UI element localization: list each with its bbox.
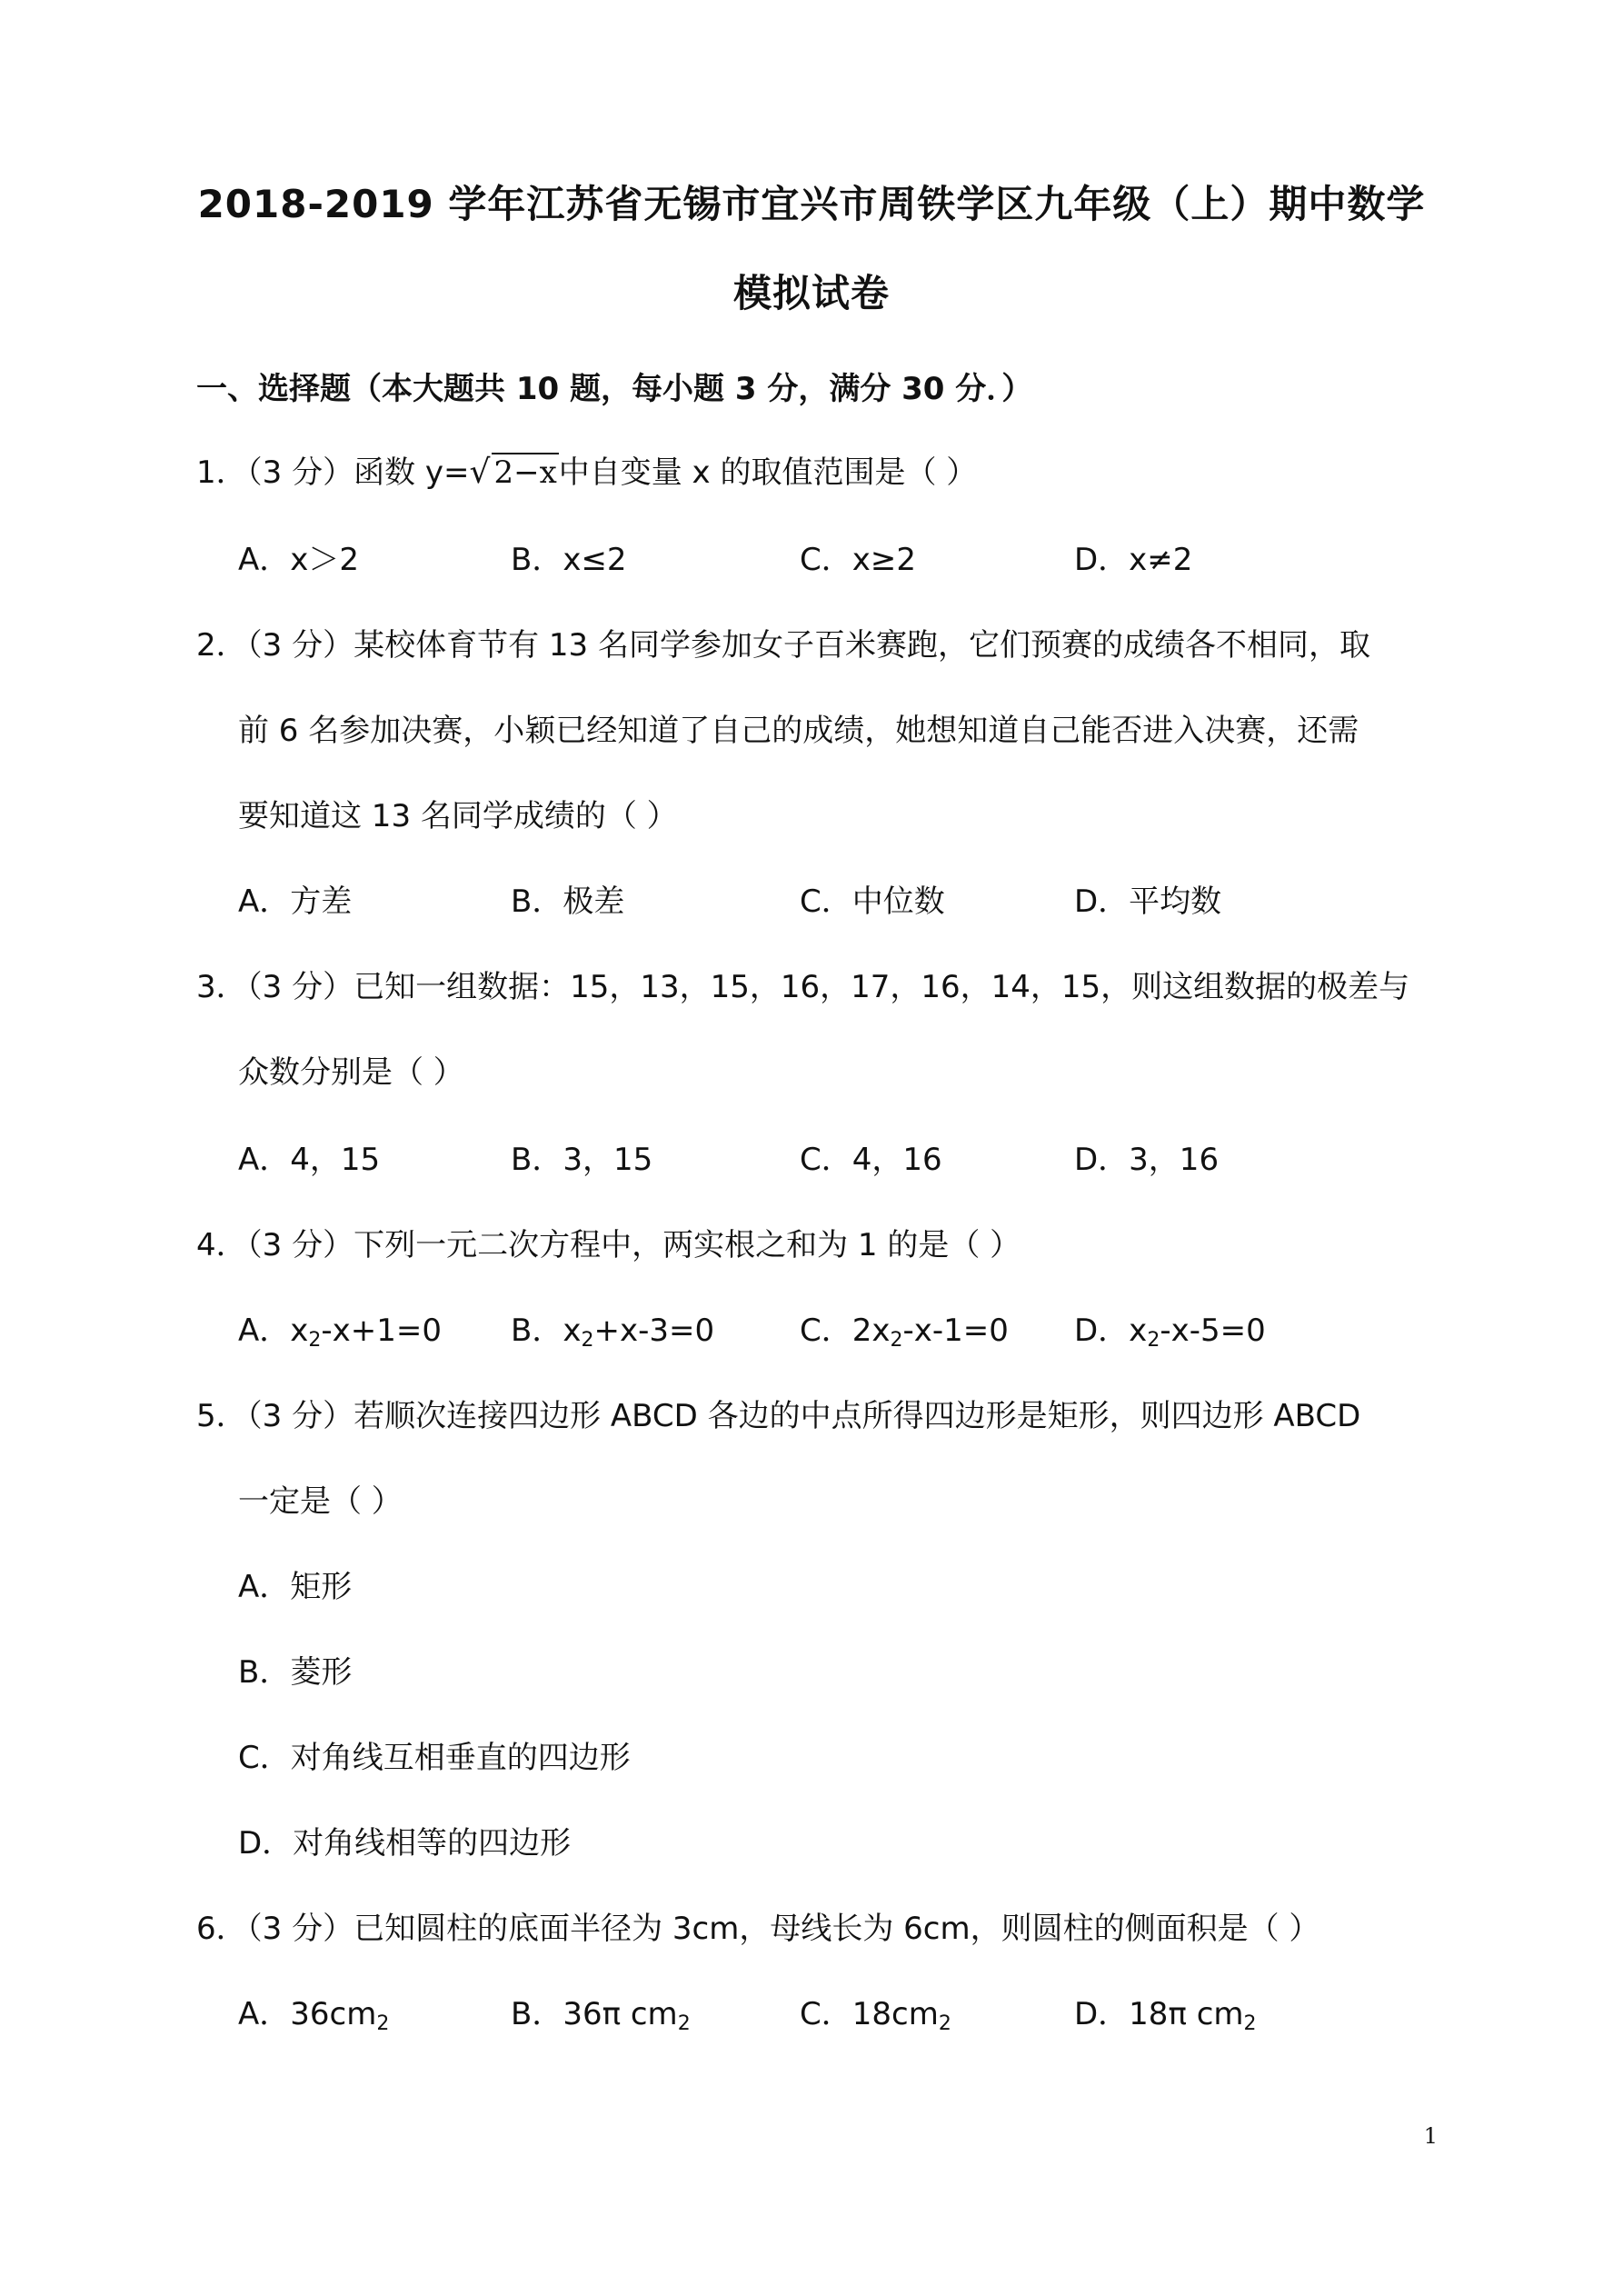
question-2-line3: 要知道这 13 名同学成绩的（ ） — [238, 798, 678, 834]
question-3-option-c: C．4，16 — [800, 1142, 942, 1178]
question-3-option-b: B．3，15 — [511, 1142, 653, 1178]
question-5-option-d: D．对角线相等的四边形 — [238, 1825, 572, 1862]
question-4-option-b — [511, 1305, 714, 1352]
option-c-part2: -x-1=0 — [902, 1313, 1009, 1349]
question-5-option-a: A．矩形 — [238, 1569, 353, 1605]
option-a-exponent: 2 — [308, 1329, 322, 1352]
question-2-option-d: D．平均数 — [1074, 883, 1222, 920]
question-2-option-c: C．中位数 — [800, 883, 945, 920]
option-b-part2: +x-3=0 — [593, 1313, 715, 1349]
question-6-option-b — [511, 1989, 691, 2035]
sqrt-expression: √ 2−x — [469, 454, 557, 491]
option-d-text: D．18π cm — [1074, 1996, 1244, 2032]
option-a-part1: A．x — [238, 1313, 309, 1349]
option-b-text: B．36π cm — [511, 1996, 678, 2032]
question-6-option-d — [1074, 1989, 1257, 2035]
radicand: 2−x — [493, 454, 557, 491]
question-5-option-b: B．菱形 — [238, 1654, 353, 1691]
question-1-option-a: A．x＞2 — [238, 542, 360, 578]
page-number: 1 — [1423, 2123, 1438, 2149]
option-d-unit-exponent: 2 — [1243, 2012, 1257, 2035]
option-d-part2: -x-5=0 — [1160, 1313, 1266, 1349]
option-d-part1: D．x — [1074, 1313, 1148, 1349]
question-1-stem — [196, 447, 977, 492]
option-a-unit-exponent: 2 — [376, 2012, 390, 2035]
question-2-line2: 前 6 名参加决赛，小颖已经知道了自己的成绩，她想知道自己能否进入决赛，还需 — [238, 713, 1359, 749]
option-b-unit-exponent: 2 — [677, 2012, 691, 2035]
question-4-line1: 4．（3 分）下列一元二次方程中，两实根之和为 1 的是（ ） — [196, 1227, 1021, 1263]
exam-title-line2: 模拟试卷 — [732, 271, 890, 315]
question-1-post: 中自变量 x 的取值范围是（ ） — [558, 454, 978, 491]
question-1-option-b: B．x≤2 — [511, 542, 627, 578]
question-2-line1: 2．（3 分）某校体育节有 13 名同学参加女子百米赛跑，它们预赛的成绩各不相同，取 — [196, 627, 1370, 664]
question-3-line1: 3．（3 分）已知一组数据：15，13，15，16，17，16，14，15，则这组数据的极差与 — [196, 969, 1410, 1005]
question-6-line1: 6．（3 分）已知圆柱的底面半径为 3cm，母线长为 6cm，则圆柱的侧面积是（ ） — [196, 1911, 1320, 1947]
question-1-option-c: C．x≥2 — [800, 542, 916, 578]
question-4-option-a — [238, 1305, 442, 1352]
question-5-line2: 一定是（ ） — [238, 1483, 403, 1520]
option-b-part1: B．x — [511, 1313, 582, 1349]
question-6-option-c — [800, 1989, 951, 2035]
question-2-option-b: B．极差 — [511, 883, 625, 920]
question-6-option-a — [238, 1989, 389, 2035]
question-4-option-d — [1074, 1305, 1266, 1352]
question-3-option-a: A．4，15 — [238, 1142, 381, 1178]
question-4-option-c — [800, 1305, 1009, 1352]
question-2-option-a: A．方差 — [238, 883, 353, 920]
option-c-unit-exponent: 2 — [938, 2012, 951, 2035]
option-a-part2: -x+1=0 — [321, 1313, 443, 1349]
section-heading-choice: 一、选择题（本大题共 10 题，每小题 3 分，满分 30 分．） — [196, 371, 1033, 407]
question-1-pre: 1．（3 分）函数 y= — [196, 454, 470, 491]
question-5-line1: 5．（3 分）若顺次连接四边形 ABCD 各边的中点所得四边形是矩形，则四边形 ABCD — [196, 1398, 1361, 1434]
option-c-part1: C．2x — [800, 1313, 891, 1349]
option-d-exponent: 2 — [1147, 1329, 1160, 1352]
option-c-text: C．18cm — [800, 1996, 939, 2032]
question-3-line2: 众数分别是（ ） — [238, 1054, 464, 1091]
question-1-option-d: D．x≠2 — [1074, 542, 1193, 578]
question-5-option-c: C．对角线互相垂直的四边形 — [238, 1740, 631, 1776]
option-c-exponent: 2 — [890, 1329, 903, 1352]
exam-title-line1: 2018-2019 学年江苏省无锡市宜兴市周铁学区九年级（上）期中数学 — [197, 182, 1426, 226]
question-3-option-d: D．3，16 — [1074, 1142, 1220, 1178]
option-b-exponent: 2 — [581, 1329, 594, 1352]
option-a-text: A．36cm — [238, 1996, 377, 2032]
